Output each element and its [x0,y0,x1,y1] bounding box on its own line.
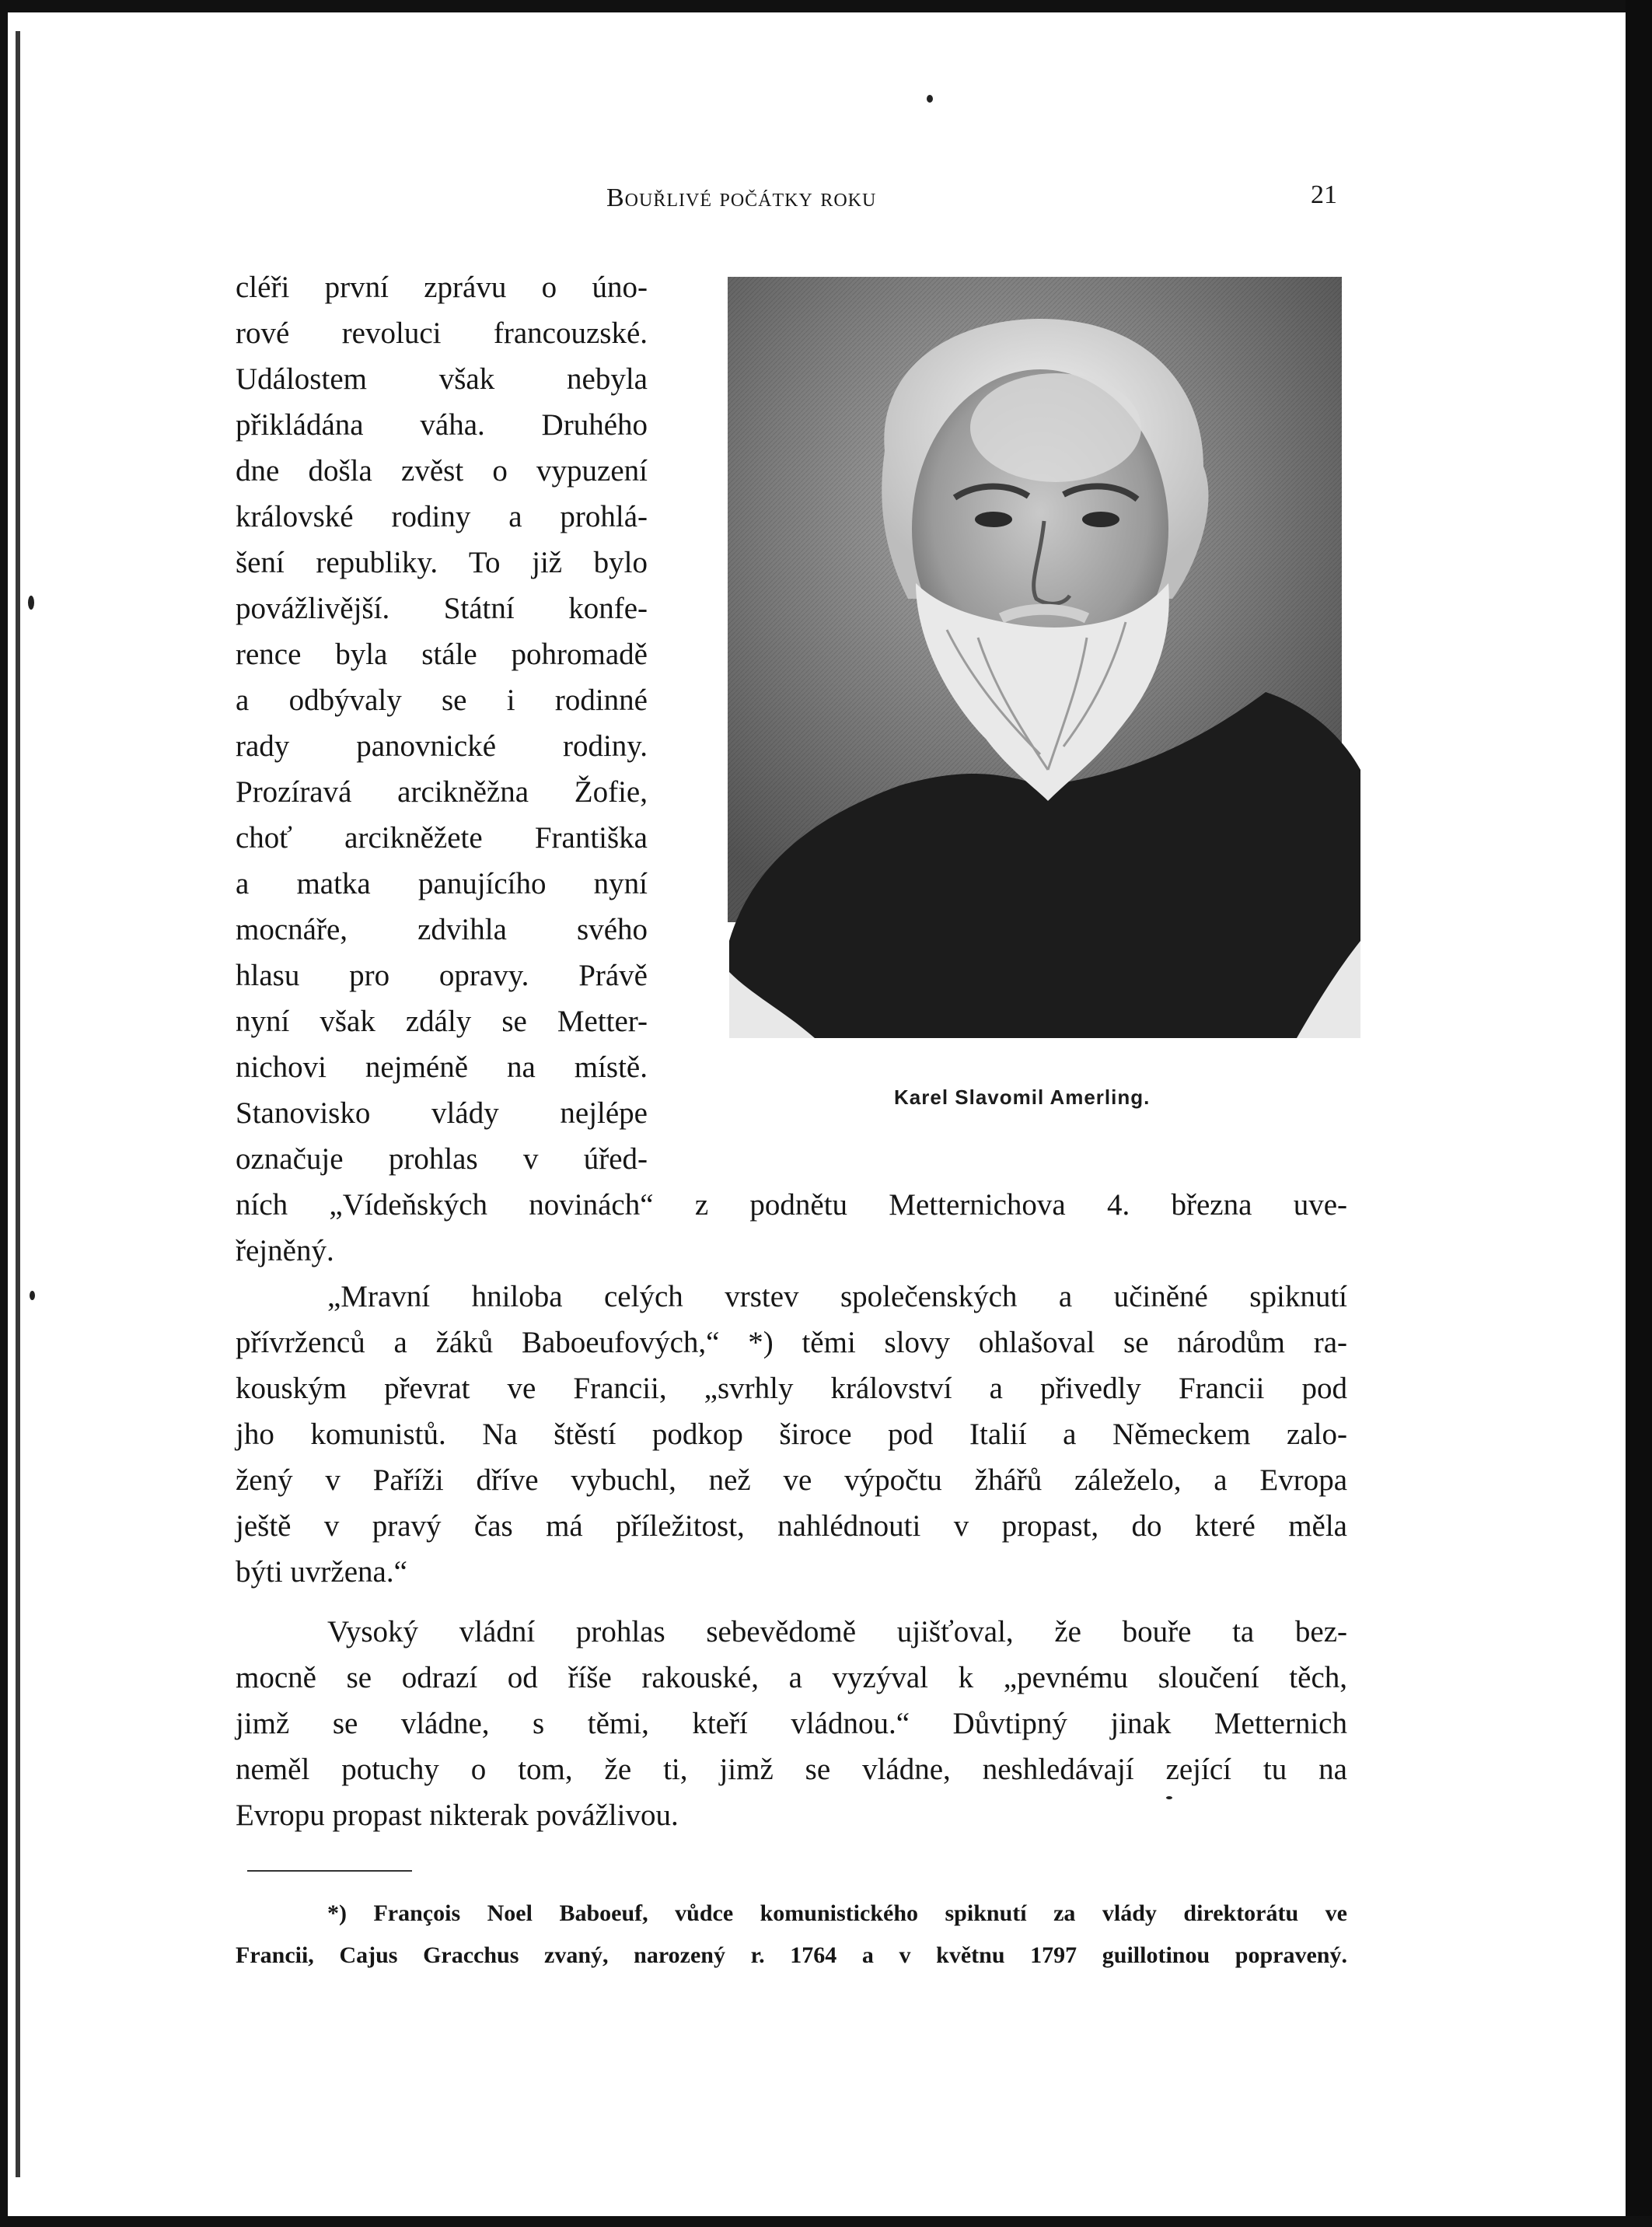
running-title: Bouřlivé počátky roku [606,184,877,212]
scan-speck [927,95,933,103]
scan-speck [28,596,34,610]
text-line: Evropu propast nikterak povážlivou. [236,1799,679,1832]
text-line: cléři první zprávu o úno- [236,271,648,304]
text-line: neměl potuchy o tom, že ti, jimž se vládne, neshledávají zející tu na [236,1753,1347,1786]
text-line: šení republiky. To již bylo [236,546,648,579]
figure-caption: Karel Slavomil Amerling. [894,1086,1151,1109]
text-line: ních „Vídeňských novinách“ z podnětu Metternichova 4. března uve- [236,1188,1347,1222]
text-line: nyní však zdály se Metter- [236,1005,648,1038]
page-number: 21 [1311,180,1337,209]
scan-border-right [1626,0,1652,2227]
text-line: kouským převrat ve Francii, „svrhly království a přivedly Francii pod [236,1372,1347,1405]
text-line: hlasu pro opravy. Právě [236,959,648,992]
text-line: královské rodiny a prohlá- [236,500,648,533]
scan-binding-shadow [16,31,20,2177]
footnote-separator [247,1870,412,1872]
text-line: označuje prohlas v úřed- [236,1142,648,1176]
text-line: nichovi nejméně na místě. [236,1051,648,1084]
scan-speck [30,1291,35,1300]
text-line: Prozíravá arcikněžna Žofie, [236,775,648,809]
footnote-line: *) François Noel Baboeuf, vůdce komunistického spiknutí za vlády direktorátu ve [327,1900,1347,1926]
text-line: rady panovnické rodiny. [236,729,648,763]
portrait-engraving [721,272,1360,1038]
text-line: a odbývaly se i rodinné [236,683,648,717]
text-line: mocně se odrazí od říše rakouské, a vyzýval k „pevnému sloučení těch, [236,1661,1347,1694]
text-line: býti uvržena.“ [236,1555,407,1589]
text-line: a matka panujícího nyní [236,867,648,900]
text-line: mocnáře, zdvihla svého [236,913,648,946]
paragraph-start: Vysoký vládní prohlas sebevědomě ujišťoval, že bouře ta bez- [327,1615,1347,1648]
paragraph-start: „Mravní hniloba celých vrstev společenských a učiněné spiknutí [327,1280,1347,1313]
text-line: choť arcikněžete Františka [236,821,648,855]
text-line: přívrženců a žáků Baboeufových,“ *) těmi slovy ohlašoval se národům ra- [236,1326,1347,1359]
text-line: rové revoluci francouzské. [236,316,648,350]
text-line: povážlivější. Státní konfe- [236,592,648,625]
text-line: Událostem však nebyla [236,362,648,396]
text-line: Stanovisko vlády nejlépe [236,1096,648,1130]
scan-border-left [0,0,8,2227]
text-line: rence byla stále pohromadě [236,638,648,671]
footnote-line: Francii, Cajus Gracchus zvaný, narozený r. 1764 a v květnu 1797 guillotinou popravený. [236,1942,1347,1968]
text-line: jho komunistů. Na štěstí podkop široce pod Italií a Německem zalo- [236,1418,1347,1451]
text-line: ještě v pravý čas má příležitost, nahlédnouti v propast, do které měla [236,1509,1347,1543]
portrait-figure [721,272,1360,1038]
text-line: přikládána váha. Druhého [236,408,648,442]
scan-border-bottom [0,2216,1652,2227]
text-line: řejněný. [236,1234,334,1267]
scan-border-top [0,0,1652,12]
text-line: žený v Paříži dříve vybuchl, než ve výpočtu žhářů záleželo, a Evropa [236,1463,1347,1497]
text-line: dne došla zvěst o vypuzení [236,454,648,488]
text-line: jimž se vládne, s těmi, kteří vládnou.“ Důvtipný jinak Metternich [236,1707,1347,1740]
